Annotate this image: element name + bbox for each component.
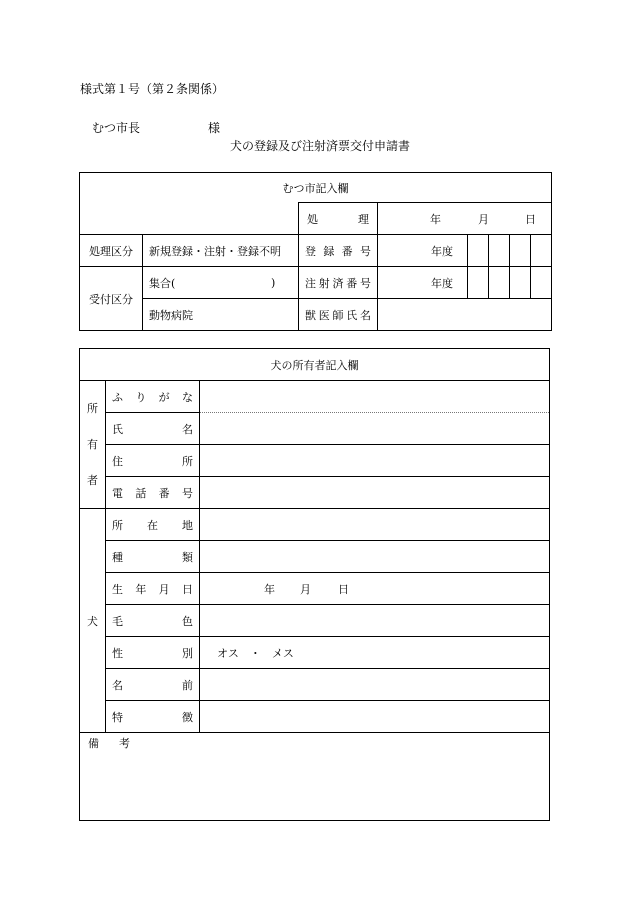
breed-field[interactable]: [200, 541, 550, 573]
furigana-field[interactable]: [200, 381, 550, 413]
dog-group-label: 犬: [80, 509, 106, 733]
dog-name-field[interactable]: [200, 669, 550, 701]
injection-no-label: 注 射 済 番 号: [299, 267, 378, 299]
breed-label: 種 類: [106, 541, 200, 573]
honorific: 様: [208, 121, 221, 135]
addressee: むつ市長: [92, 121, 141, 135]
address-field[interactable]: [200, 445, 550, 477]
city-blank-cell: [80, 203, 299, 235]
sex-label: 性 別: [106, 637, 200, 669]
registration-digit[interactable]: [531, 235, 552, 267]
furigana-label: ふ り が な: [106, 381, 200, 413]
reception-label: 受付区分: [80, 267, 143, 331]
owner-section-table: [79, 348, 550, 821]
injection-digit[interactable]: [489, 267, 510, 299]
registration-digit[interactable]: [489, 235, 510, 267]
owner-name-label: 氏 名: [106, 413, 200, 445]
coat-color-label: 毛 色: [106, 605, 200, 637]
dog-name-label: 名 前: [106, 669, 200, 701]
city-section-heading: むつ市記入欄: [80, 173, 552, 203]
features-label: 特 徴: [106, 701, 200, 733]
features-field[interactable]: [200, 701, 550, 733]
form-number: 様式第１号（第２条関係）: [80, 82, 225, 96]
vet-name-field[interactable]: [378, 299, 552, 331]
coat-color-field[interactable]: [200, 605, 550, 637]
processing-date[interactable]: 年 月 日: [378, 203, 552, 235]
hospital-label[interactable]: 動物病院: [143, 299, 299, 331]
registration-digit[interactable]: [468, 235, 489, 267]
category-label: 処理区分: [80, 235, 143, 267]
registration-fiscal-year[interactable]: 年度: [378, 235, 468, 267]
injection-digit[interactable]: [468, 267, 489, 299]
category-value[interactable]: 新規登録・注射・登録不明: [143, 235, 299, 267]
registration-digit[interactable]: [510, 235, 531, 267]
group-field[interactable]: 集合( ): [143, 267, 299, 299]
injection-digit[interactable]: [510, 267, 531, 299]
remarks-field[interactable]: 備 考: [80, 733, 550, 821]
vet-name-label: 獣 医 師 氏 名: [299, 299, 378, 331]
sex-field[interactable]: オス ・ メス: [200, 637, 550, 669]
location-label: 所 在 地: [106, 509, 200, 541]
birthdate-field[interactable]: 年 月 日: [200, 573, 550, 605]
birthdate-label: 生 年 月 日: [106, 573, 200, 605]
document-title: 犬の登録及び注射済票交付申請書: [230, 139, 411, 153]
phone-field[interactable]: [200, 477, 550, 509]
registration-no-label: 登 録 番 号: [299, 235, 378, 267]
injection-digit[interactable]: [531, 267, 552, 299]
location-field[interactable]: [200, 509, 550, 541]
owner-section-heading: 犬の所有者記入欄: [80, 349, 550, 381]
owner-name-field[interactable]: [200, 413, 550, 445]
processing-label: 処 理: [299, 203, 378, 235]
owner-group-label: 所 有 者: [80, 381, 106, 509]
injection-fiscal-year[interactable]: 年度: [378, 267, 468, 299]
phone-label: 電 話 番 号: [106, 477, 200, 509]
address-label: 住 所: [106, 445, 200, 477]
remarks-label: 備: [88, 737, 99, 750]
city-section-table: [79, 172, 552, 331]
